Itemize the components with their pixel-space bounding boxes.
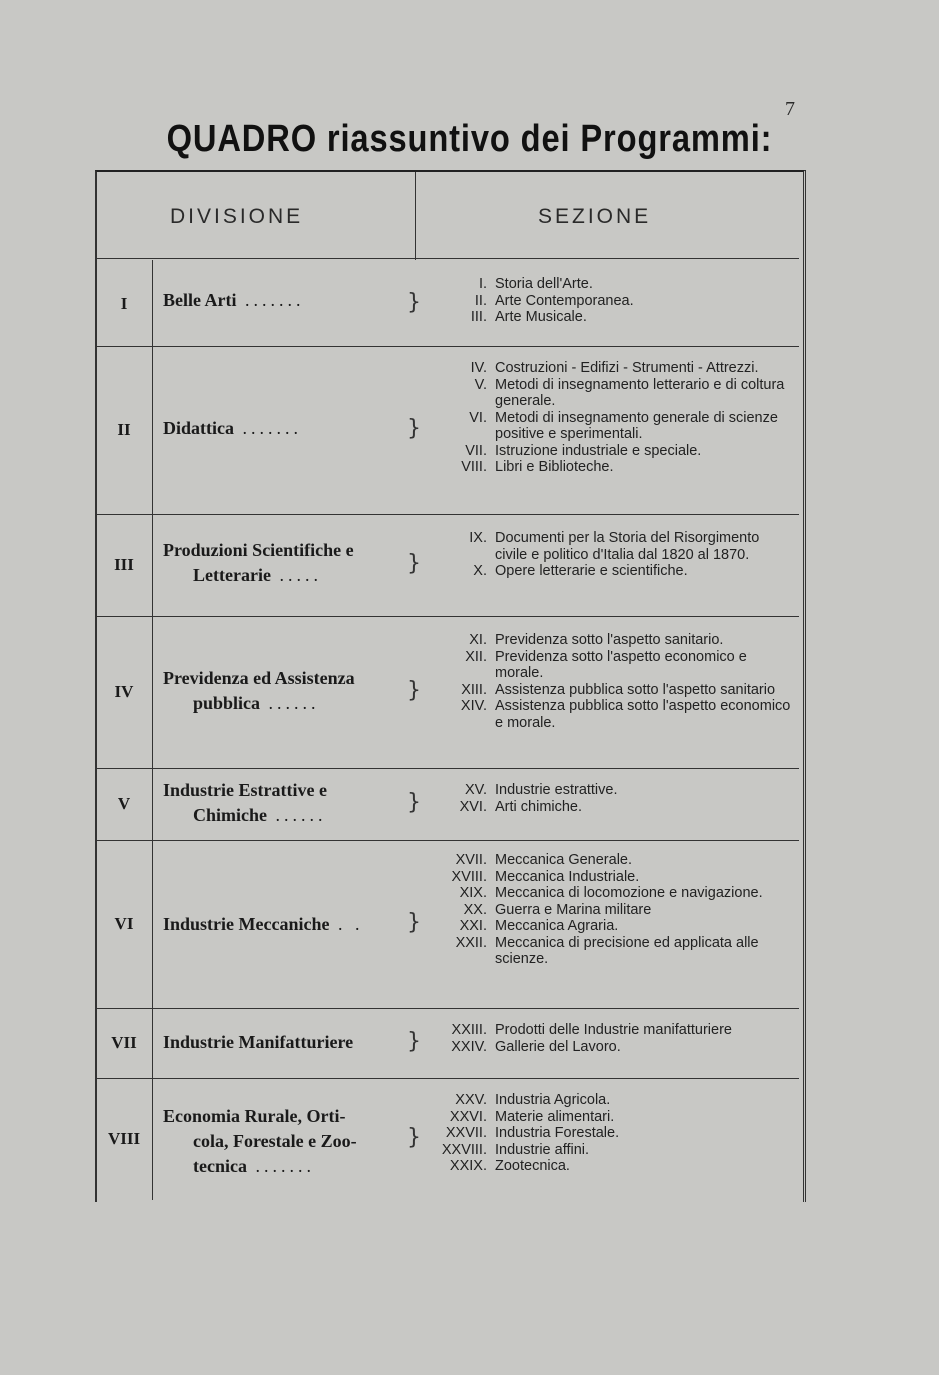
sezione-text: Istruzione industriale e speciale. (495, 442, 702, 459)
division-name-line (163, 912, 403, 937)
sezione-text: Gallerie del Lavoro. (495, 1038, 621, 1055)
division-number: V (117, 794, 131, 813)
sezione-text: Previdenza sotto l'aspetto sanitario. (495, 632, 724, 648)
sezione-numeral: XII. (465, 648, 487, 665)
sezione-text: Guerra e Marina militare (495, 901, 652, 918)
sezione-numeral: IX. (469, 530, 487, 546)
division-name (163, 416, 403, 441)
sezione-list (425, 530, 795, 580)
sezione-item (425, 530, 795, 563)
sezione-item (425, 632, 795, 649)
sezione-item (425, 443, 795, 460)
division-number: VII (111, 1033, 137, 1052)
brace-icon: } (407, 416, 421, 441)
sezione-item (425, 782, 795, 799)
sezione-text: Storia dell'Arte. (495, 276, 593, 292)
division-name-line (163, 1030, 403, 1055)
sezione-text: Industrie estrattive. (495, 782, 618, 798)
sezione-numeral: X. (473, 563, 487, 579)
division-name (163, 778, 403, 828)
sezione-item (425, 1039, 795, 1056)
sezione-text: Meccanica Generale. (495, 852, 633, 868)
division-number: II (117, 420, 131, 439)
leader-dots: . . (329, 914, 364, 934)
division-name-text: Chimiche (193, 805, 267, 825)
division-name (163, 1030, 403, 1055)
brace-icon: } (407, 290, 421, 315)
division-name-line (163, 1129, 403, 1154)
division-number: III (114, 555, 134, 574)
division-name-line (163, 691, 403, 716)
sezione-numeral: V. (474, 376, 487, 393)
table-row (95, 616, 801, 768)
sezione-text: Industrie affini. (495, 1141, 590, 1158)
division-name-line (163, 288, 403, 313)
table-row (95, 262, 801, 346)
sezione-text: Materie alimentari. (495, 1108, 615, 1125)
leader-dots: ....... (246, 1156, 315, 1176)
column-divider (415, 172, 416, 260)
brace-icon: } (407, 910, 421, 935)
sezione-item (425, 1022, 795, 1039)
sezione-numeral: XI. (469, 632, 487, 648)
table-row (95, 514, 801, 616)
sezione-text: Metodi di insegnamento generale di scienze positive e sperimentali. (495, 409, 778, 442)
leader-dots: ...... (260, 693, 320, 713)
table-row (95, 1078, 801, 1200)
sezione-text: Assistenza pubblica sotto l'aspetto sanitario (495, 681, 776, 698)
sezione-text: Meccanica di precisione ed applicata alle scienze. (495, 934, 759, 967)
sezione-item (425, 698, 795, 731)
division-name (163, 288, 403, 313)
sezione-numeral: XXII. (455, 934, 487, 951)
sezione-text: Libri e Biblioteche. (495, 459, 614, 475)
division-name-line (163, 1104, 403, 1129)
brace-icon: } (407, 1029, 421, 1054)
brace-icon: } (407, 678, 421, 703)
sezione-text: Opere letterarie e scientifiche. (495, 563, 688, 579)
division-number: IV (114, 682, 134, 701)
division-name-text: Economia Rurale, Orti- (163, 1106, 346, 1126)
sezione-list (425, 782, 795, 815)
division-number: VIII (107, 1129, 141, 1148)
sezione-numeral: III. (470, 309, 487, 325)
sezione-text: Arte Contemporanea. (495, 292, 634, 309)
sezione-item (425, 410, 795, 443)
sezione-item (425, 682, 795, 699)
sezione-item (425, 852, 795, 869)
sezione-text: Arti chimiche. (495, 798, 583, 815)
division-name (163, 666, 403, 716)
sezione-numeral: XXIII. (451, 1022, 487, 1038)
sezione-text: Arte Musicale. (495, 309, 587, 325)
sezione-list (425, 276, 795, 326)
sezione-numeral: XIX. (459, 885, 487, 901)
division-name-text: Industrie Manifatturiere (163, 1032, 354, 1052)
sezione-list (425, 1092, 795, 1175)
sezione-numeral: VII. (465, 442, 487, 459)
sezione-numeral: XIV. (460, 698, 487, 714)
sezione-text: Meccanica di locomozione e navigazione. (495, 885, 763, 901)
sezione-text: Industria Forestale. (495, 1125, 620, 1141)
sezione-numeral: XVI. (459, 798, 487, 815)
sezione-item (425, 935, 795, 968)
sezione-item (425, 1092, 795, 1109)
sezione-list (425, 360, 795, 476)
sezione-numeral: I. (478, 276, 487, 292)
sezione-item (425, 869, 795, 886)
sezione-numeral: XIII. (461, 681, 487, 698)
division-name-text: Previdenza ed Assistenza (163, 668, 355, 688)
sezione-item (425, 563, 795, 580)
division-name-line (163, 563, 403, 588)
sezione-text: Prodotti delle Industrie manifatturiere (495, 1022, 732, 1038)
sezione-numeral: XVII. (455, 852, 487, 868)
leader-dots: ...... (267, 805, 327, 825)
division-name-line (163, 1154, 403, 1179)
sezione-numeral: XXV. (455, 1092, 487, 1108)
table-row (95, 1008, 801, 1078)
sezione-item (425, 902, 795, 919)
sezione-numeral: XXVIII. (441, 1141, 487, 1158)
division-name-text: Industrie Meccaniche (163, 914, 330, 934)
sezione-numeral: VIII. (461, 459, 487, 475)
sezione-text: Previdenza sotto l'aspetto economico e morale. (495, 648, 747, 681)
sezione-numeral: XV. (464, 782, 487, 798)
sezione-item (425, 799, 795, 816)
division-name (163, 538, 403, 588)
sezione-numeral: XXIV. (451, 1038, 487, 1055)
sezione-numeral: IV. (470, 360, 487, 376)
sezione-numeral: XXI. (459, 918, 487, 934)
leader-dots: ....... (234, 418, 302, 438)
sezione-numeral: XXIX. (449, 1158, 487, 1174)
table-row (95, 840, 801, 1008)
division-name-text: Letterarie (193, 565, 271, 585)
division-number: VI (114, 914, 134, 933)
brace-icon: } (407, 1125, 421, 1150)
division-name-line (163, 666, 403, 691)
division-name-text: cola, Forestale e Zoo- (193, 1131, 357, 1151)
division-name-text: Belle Arti (163, 290, 237, 310)
sezione-list (425, 632, 795, 731)
leader-dots: ..... (270, 565, 322, 585)
division-name-line (163, 416, 403, 441)
sezione-numeral: XVIII. (451, 868, 487, 885)
header-divider (95, 258, 799, 259)
header-sezione: SEZIONE (538, 205, 652, 228)
division-name-text: Produzioni Scientifiche e (163, 540, 354, 560)
sezione-item (425, 276, 795, 293)
division-name-line (163, 538, 403, 563)
sezione-item (425, 1142, 795, 1159)
division-name-text: Didattica (163, 418, 234, 438)
brace-icon: } (407, 551, 421, 576)
sezione-item (425, 1158, 795, 1175)
header-divisione: DIVISIONE (170, 205, 304, 228)
sezione-item (425, 1125, 795, 1142)
division-name-text: Industrie Estrattive e (163, 780, 327, 800)
sezione-text: Assistenza pubblica sotto l'aspetto economico e morale. (495, 698, 791, 731)
sezione-item (425, 918, 795, 935)
division-name-line (163, 803, 403, 828)
sezione-item (425, 309, 795, 326)
page-title: QUADRO riassuntivo dei Programmi: (166, 118, 773, 160)
sezione-item (425, 377, 795, 410)
sezione-text: Meccanica Agraria. (495, 918, 619, 934)
division-name-text: pubblica (193, 693, 261, 713)
table-row (95, 346, 801, 514)
sezione-item (425, 459, 795, 476)
sezione-text: Documenti per la Storia del Risorgimento civile e politico d'Italia dal 1820 al 1870. (495, 530, 760, 563)
sezione-item (425, 885, 795, 902)
sezione-text: Meccanica Industriale. (495, 868, 640, 885)
sezione-item (425, 649, 795, 682)
sezione-text: Costruzioni - Edifizi - Strumenti - Attrezzi. (495, 360, 759, 376)
sezione-list (425, 1022, 795, 1055)
leader-dots: ....... (236, 290, 305, 310)
sezione-numeral: XX. (463, 901, 487, 918)
sezione-text: Metodi di insegnamento letterario e di coltura generale. (495, 376, 785, 409)
division-name-text: tecnica (193, 1156, 247, 1176)
division-name (163, 1104, 403, 1179)
table-row (95, 768, 801, 840)
sezione-item (425, 360, 795, 377)
division-name-line (163, 778, 403, 803)
sezione-list (425, 852, 795, 968)
sezione-numeral: VI. (469, 409, 487, 426)
sezione-numeral: II. (474, 292, 487, 309)
brace-icon: } (407, 790, 421, 815)
sezione-text: Industria Agricola. (495, 1092, 611, 1108)
division-name (163, 912, 403, 937)
sezione-text: Zootecnica. (495, 1158, 570, 1174)
sezione-item (425, 1109, 795, 1126)
sezione-numeral: XXVII. (445, 1125, 487, 1141)
division-number: I (120, 294, 128, 313)
sezione-item (425, 293, 795, 310)
page-number: 7 (785, 98, 795, 120)
sezione-numeral: XXVI. (449, 1108, 487, 1125)
